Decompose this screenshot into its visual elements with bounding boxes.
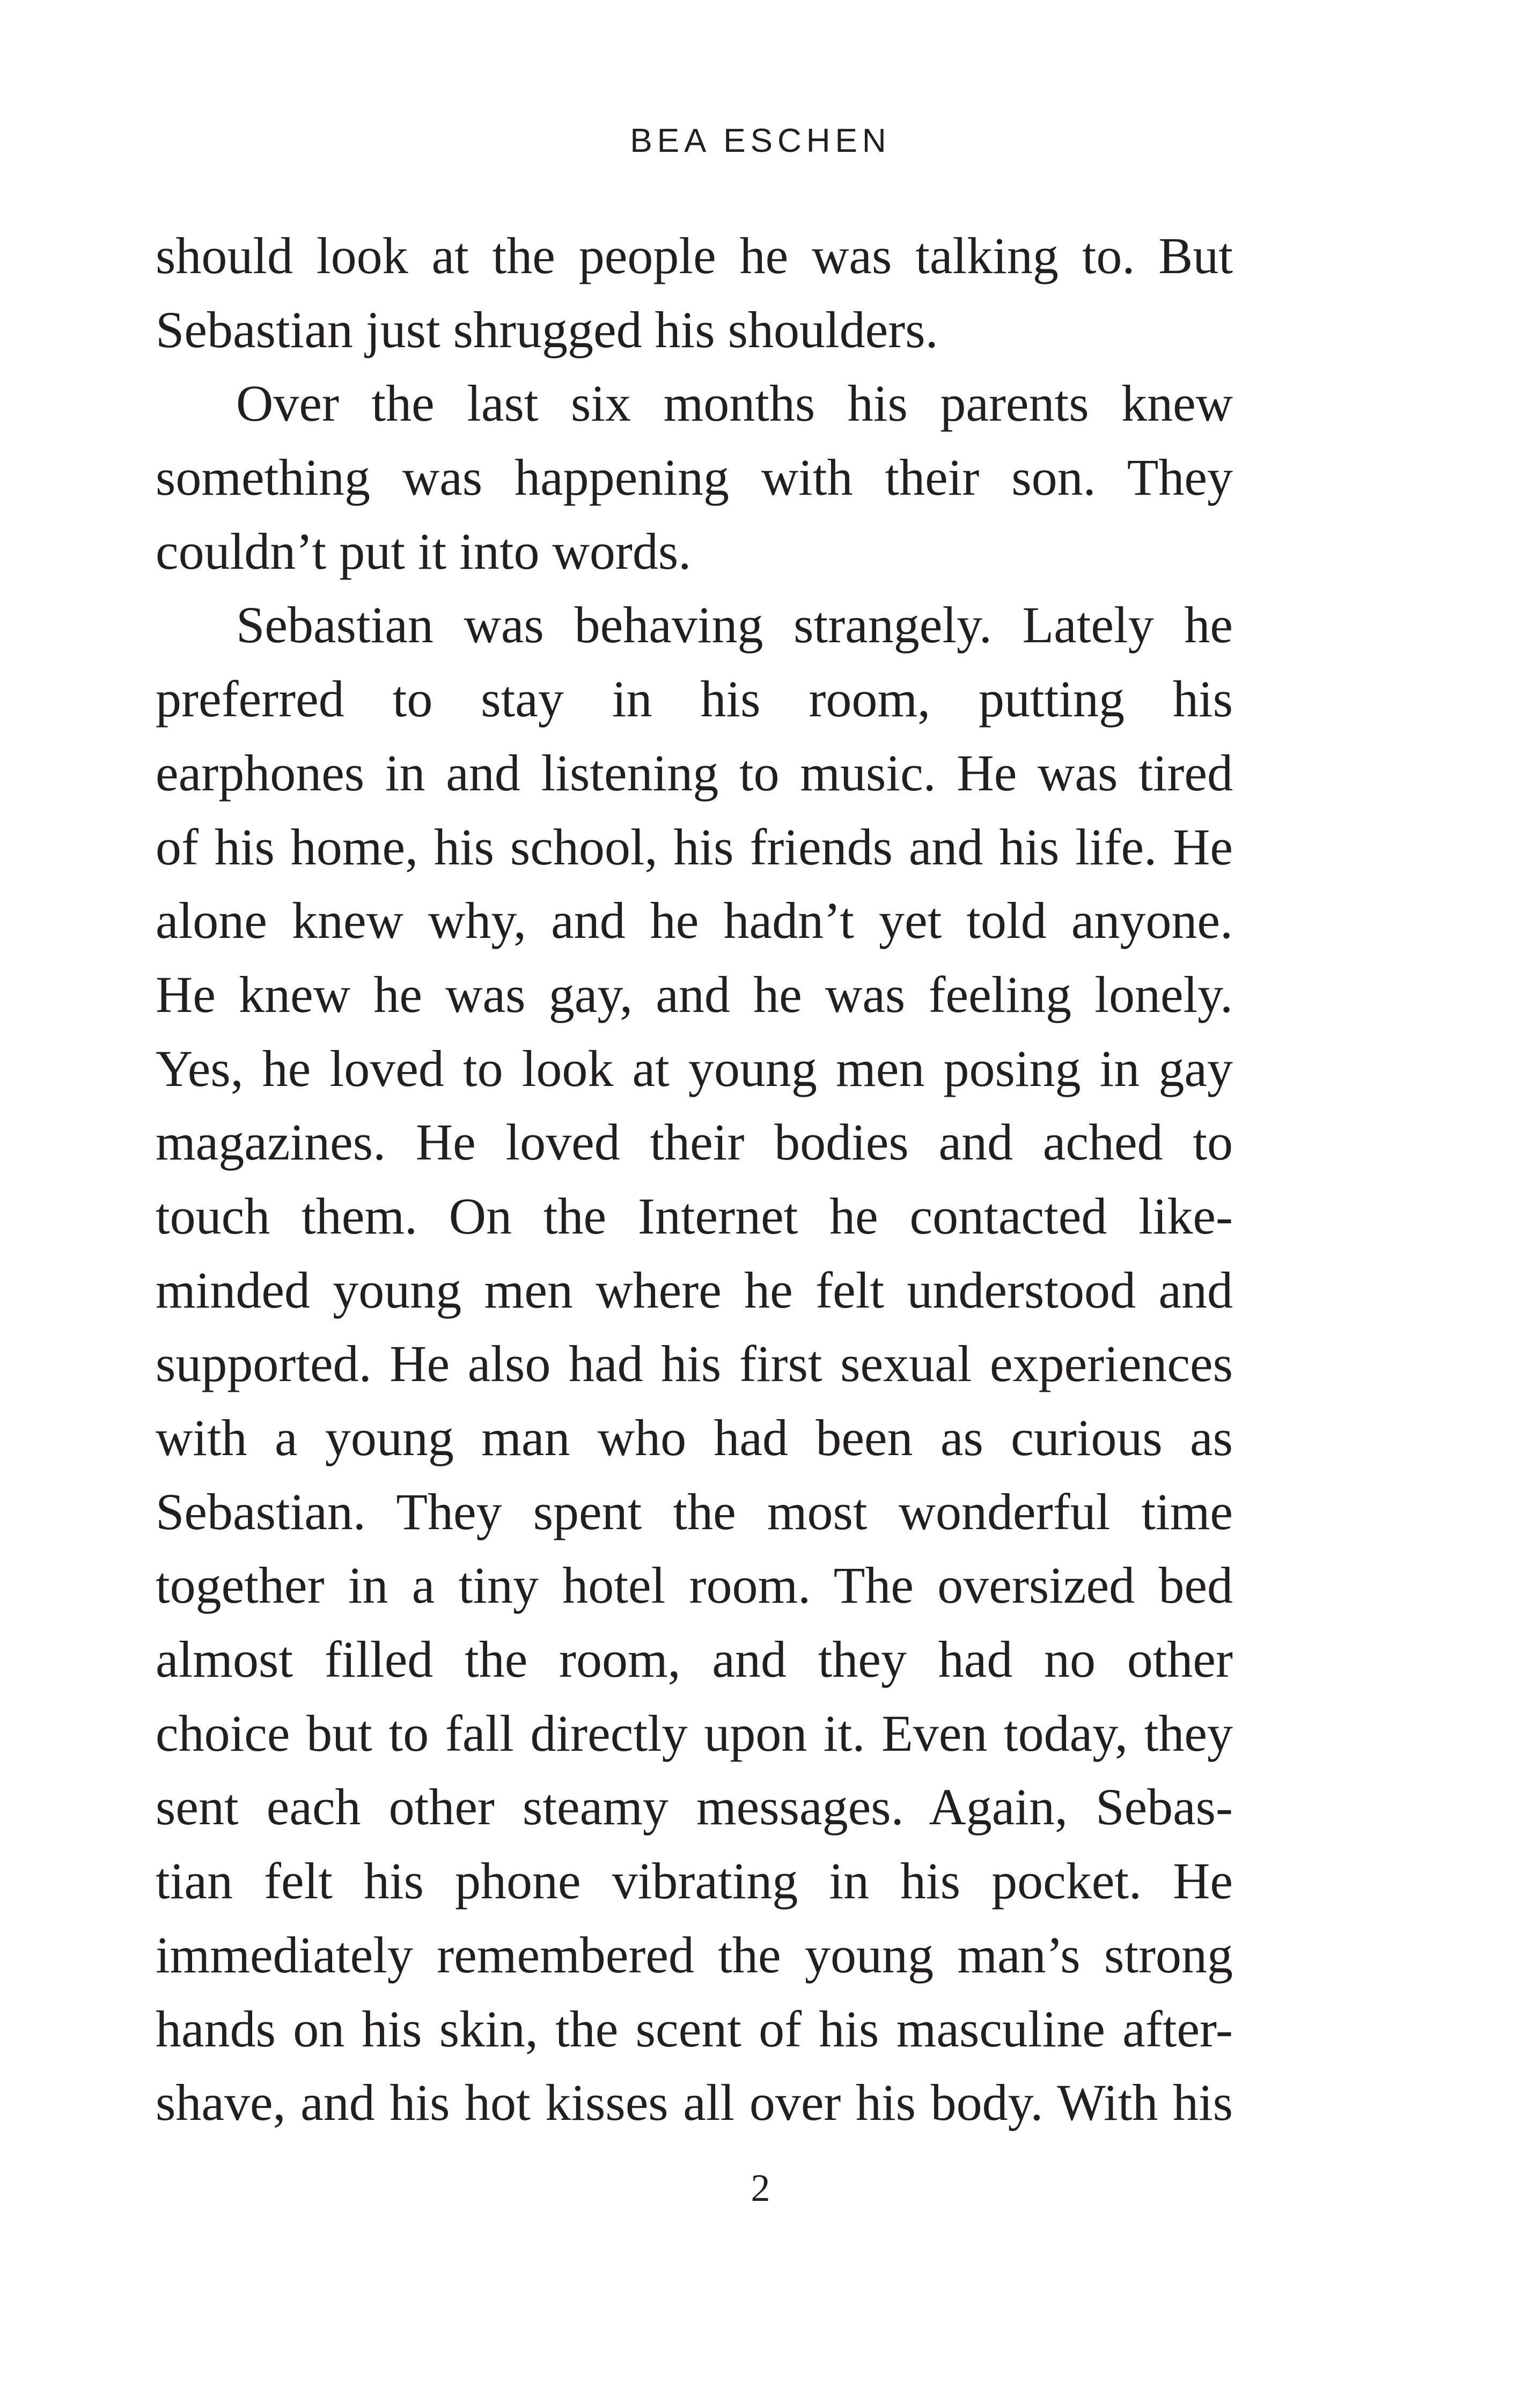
text-line: with a young man who had been as curious as [156,1409,1233,1466]
text-line: should look at the people he was talking to. But [156,227,1233,284]
text-line: earphones in and listening to music. He was tired [156,744,1233,802]
text-line: magazines. He loved their bodies and ached to [156,1113,1233,1171]
text-line: sent each other steamy messages. Again, Sebas- [156,1778,1233,1836]
running-head: BEA ESCHEN [630,122,891,159]
text-line: He knew he was gay, and he was feeling lonely. [156,965,1233,1023]
text-line: Sebastian was behaving strangely. Lately he [236,596,1233,654]
text-line: together in a tiny hotel room. The oversized bed [156,1557,1233,1614]
text-line: Over the last six months his parents knew [236,375,1233,432]
text-line: something was happening with their son. They [156,449,1233,506]
text-line: alone knew why, and he hadn’t yet told anyone. [156,892,1233,950]
text-line: Sebastian just shrugged his shoulders. [156,300,938,358]
text-line: choice but to fall directly upon it. Even today, they [156,1704,1233,1762]
text-line: touch them. On the Internet he contacted like- [156,1187,1233,1245]
text-line: tian felt his phone vibrating in his pocket. He [156,1852,1233,1910]
text-line: Yes, he loved to look at young men posing in gay [156,1039,1233,1097]
text-line: shave, and his hot kisses all over his body. With his [156,2074,1233,2132]
text-line: supported. He also had his first sexual experiences [156,1335,1233,1393]
body-text [156,219,1233,2140]
text-line: preferred to stay in his room, putting his [156,670,1233,728]
text-line: almost filled the room, and they had no other [156,1631,1233,1688]
page-number: 2 [751,2167,770,2209]
text-line: immediately remembered the young man’s strong [156,1926,1233,1984]
text-line: couldn’t put it into words. [156,522,692,580]
text-line: minded young men where he felt understood and [156,1261,1233,1319]
text-line: hands on his skin, the scent of his masculine after- [156,2000,1233,2058]
text-line: of his home, his school, his friends and his life. He [156,818,1233,876]
text-line: Sebastian. They spent the most wonderful time [156,1482,1233,1540]
